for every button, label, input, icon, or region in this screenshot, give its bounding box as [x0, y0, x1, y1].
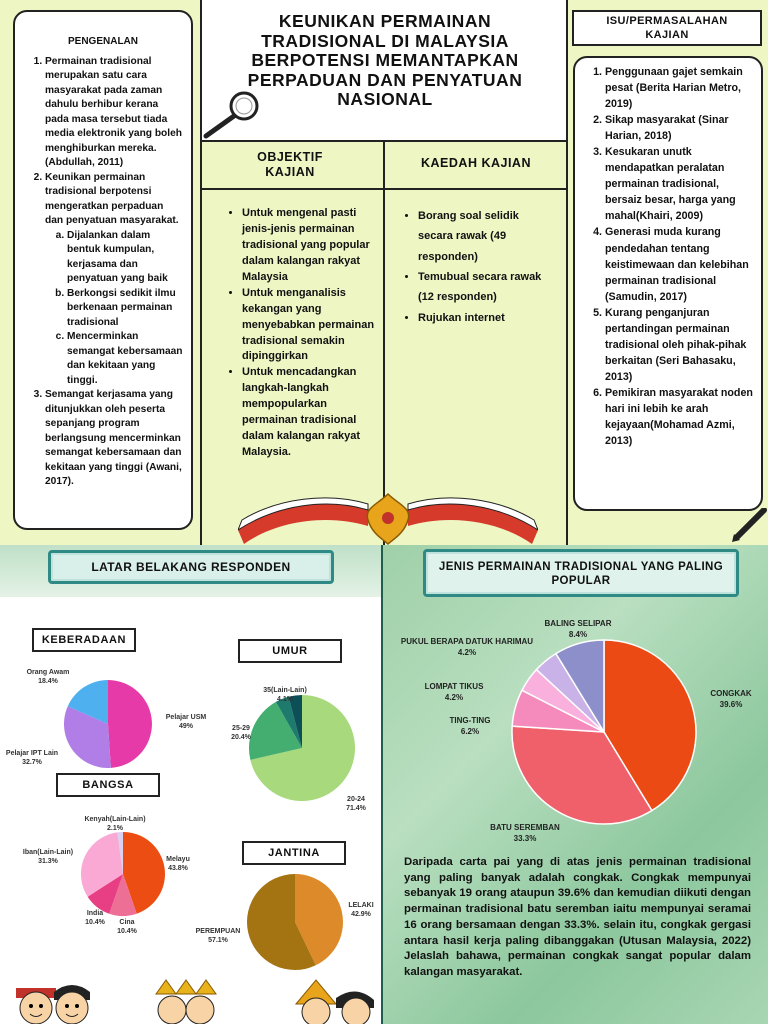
list-item: 3. Semangat kerjasama yang ditunjukkan oleh peserta sepanjang program berlangsung mencerminkan semangat kebersamaan dan kekitaan yang tinggi (Awani, 2017). — [45, 388, 183, 489]
list-item: c. Mencerminkan semangat kebersamaan dan kekitaan yang tinggi. — [67, 330, 183, 388]
list-item: 5. Kurang penganjuran pertandingan permainan tradisional oleh pihak-pihak berkaitan (Seri Bahasaku, 2013) — [605, 305, 755, 385]
pen-icon — [728, 508, 768, 544]
kaedah-title: KAEDAH KAJIAN — [421, 156, 531, 170]
list-item: • Untuk mengenal pasti jenis-jenis permainan tradisional yang popular dalam kalangan rakyat Malaysia — [242, 206, 381, 286]
pie-label: BATU SEREMBAN 33.3% — [490, 823, 560, 843]
pie-label: Melayu 43.8% — [166, 856, 190, 873]
pie-label: CONGKAK 39.6% — [710, 689, 752, 709]
pie-label: 25-29 20.4% — [231, 725, 251, 742]
list-item: a. Dijalankan dalam bentuk kumpulan, kerjasama dan penyatuan yang baik — [67, 229, 183, 287]
list-item: 2. Sikap masyarakat (Sinar Harian, 2018) — [605, 112, 755, 144]
list-item: • Borang soal selidik secara rawak (49 responden) — [418, 206, 542, 267]
bangsa-title: BANGSA — [56, 773, 160, 797]
pie-label: 20-24 71.4% — [346, 796, 366, 813]
pie-label: LELAKI 42.9% — [348, 902, 374, 919]
magnifier-icon — [200, 88, 270, 140]
list-item: 1. Permainan tradisional merupakan satu cara masyarakat pada zaman dahulu berhibur kerana pada masa tersebut tiada media elektronik yang boleh menghiburkan mereka. (Abdullah, 2011) — [45, 55, 183, 171]
pie-label: India 10.4% — [85, 910, 105, 927]
jantina-title: JANTINA — [242, 841, 346, 865]
list-item: • Temubual secara rawak (12 responden) — [418, 267, 542, 308]
pengenalan-list — [29, 55, 183, 490]
latar-banner: LATAR BELAKANG RESPONDEN — [48, 550, 334, 584]
list-item: • Rujukan internet — [418, 308, 542, 328]
divider — [566, 0, 568, 545]
page-title: KEUNIKAN PERMAINAN TRADISIONAL DI MALAYSIA BERPOTENSI MEMANTAPKAN PERPADUAN DAN PENYATUAN NASIONAL — [247, 11, 523, 110]
respondent-charts — [0, 545, 382, 1024]
isu-list — [589, 64, 755, 449]
pie-label: BALING SELIPAR 8.4% — [544, 619, 612, 639]
divider — [200, 188, 568, 190]
pie-slice-pelajar-usm — [108, 680, 152, 768]
pie-label: Pelajar USM 49% — [165, 714, 207, 731]
ribbon-decoration — [238, 490, 538, 546]
pie-label: Orang Awam 18.4% — [26, 669, 70, 686]
kids-illustration — [6, 978, 376, 1024]
section-title: PENGENALAN — [67, 36, 138, 47]
pie-label: Cina 10.4% — [117, 919, 137, 936]
pie-label: Iban(Lain-Lain) 31.3% — [22, 849, 74, 866]
pengenalan-card — [13, 10, 193, 530]
umur-title: UMUR — [238, 639, 342, 663]
list-item: 6. Pemikiran masyarakat noden hari ini lebih ke arah kejayaan(Mohamad Azmi, 2013) — [605, 385, 755, 449]
list-item: 2. Keunikan permainan tradisional berpotensi mengeratkan perpaduan dan penyatuan masyarakat. a. Dijalankan dalam bentuk kumpulan, kerjasama dan penyatuan yang baik b. Berkongsi sedikit ilmu berkenaan permainan tradisional c. Mencerminkan semangat kebersamaan dan kekitaan yang tinggi. — [45, 171, 183, 388]
isu-card — [573, 56, 763, 511]
divider — [383, 140, 385, 545]
pie-label: Pelajar IPT Lain 32.7% — [5, 750, 59, 767]
list-item: 4. Generasi muda kurang pendedahan tentang keistimewaan dan kelebihan permainan tradisional (Samudin, 2017) — [605, 224, 755, 304]
conclusion-paragraph: Daripada carta pai yang di atas jenis permainan tradisional yang paling banyak adalah congkak. Congkak mempunyai sebanyak 19 orang ataupun 39.6% dan kemudian diikuti dengan permainan tradisional batu seremban iaitu mempunyai seramai 16 orang bersamaan dengan 33.3%. selain itu, congkak gergasi antara hasil kerja paling dibanggakan (Utusan Malaysia, 2022) Jelaslah bahawa, permainan congkak sangat popular dalam kalangan masyarakat. — [404, 856, 751, 979]
list-item: • Untuk menganalisis kekangan yang menyebabkan permainan tradisional semakin dipinggirkan — [242, 286, 381, 366]
pie-label: LOMPAT TIKUS 4.2% — [424, 682, 484, 702]
kaedah-list — [402, 206, 542, 328]
objektif-list — [226, 206, 381, 461]
divider — [200, 140, 568, 142]
list-item: • Untuk mencadangkan langkah-langkah mempopularkan permainan tradisional dalam kalangan rakyat Malaysia. — [242, 365, 381, 461]
objektif-title: OBJEKTIF KAJIAN — [257, 150, 323, 179]
keberadaan-title: KEBERADAAN — [32, 628, 136, 652]
pie-label: Kenyah(Lain-Lain) 2.1% — [84, 816, 146, 833]
pie-label: PEREMPUAN 57.1% — [195, 928, 241, 945]
isu-title: ISU/PERMASALAHAN KAJIAN — [572, 10, 762, 46]
list-item: 1. Penggunaan gajet semkain pesat (Berita Harian Metro, 2019) — [605, 64, 755, 112]
list-item: b. Berkongsi sedikit ilmu berkenaan permainan tradisional — [67, 287, 183, 330]
jenis-banner: JENIS PERMAINAN TRADISIONAL YANG PALING POPULAR — [423, 549, 739, 597]
pie-label: 35(Lain-Lain) 4.1% — [263, 687, 307, 704]
pie-label: TING-TING 6.2% — [449, 716, 491, 736]
pie-label: PUKUL BERAPA DATUK HARIMAU 4.2% — [400, 637, 534, 657]
list-item: 3. Kesukaran unutk mendapatkan peralatan permainan tradisional, bersaiz besar, harga yang mahal(Khairi, 2009) — [605, 144, 755, 224]
